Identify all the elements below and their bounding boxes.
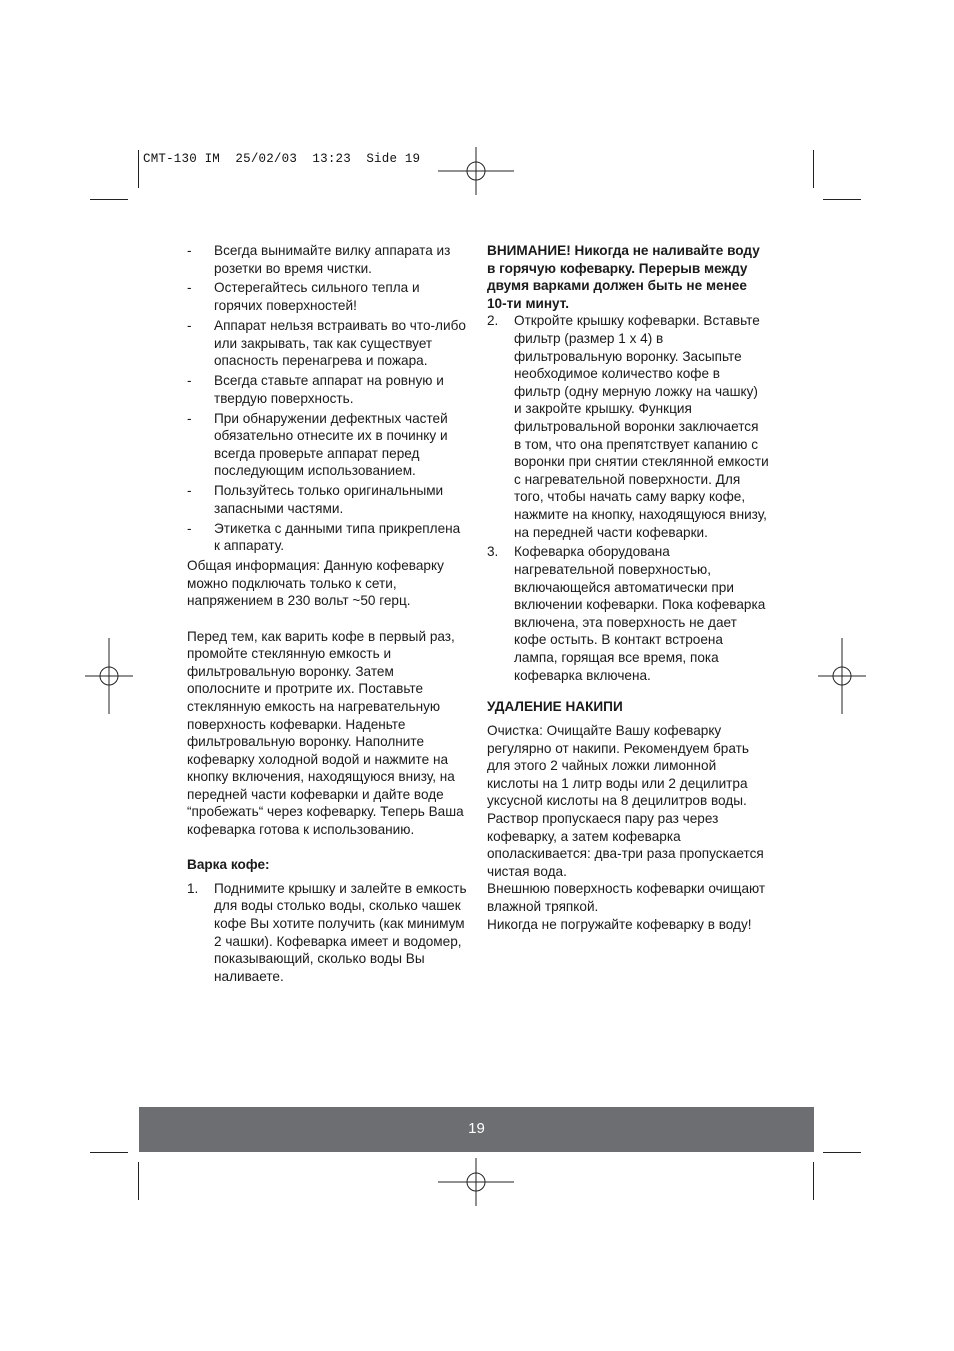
left-column <box>187 242 469 988</box>
list-item: - Аппарат нельзя встраивать во что-либо или закрывать, так как существует опасность перенагрева и пожара. <box>187 317 466 369</box>
right-column <box>487 242 769 933</box>
registration-mark-right <box>804 638 880 714</box>
descale-heading: УДАЛЕНИЕ НАКИПИ <box>487 699 623 715</box>
step-3: 3. Кофеварка оборудована нагревательной поверхностью, включающейся автоматически при включении кофеварки. Пока кофеварка включена, эта поверхность не дает кофе остыть. В контакт встроена лампа, горящая все время, пока кофеварка включена. <box>487 544 766 683</box>
footer-bar <box>139 1107 814 1152</box>
print-slug: CMT-130 IM 25/02/03 13:23 Side 19 <box>143 152 421 166</box>
crop-mark <box>823 1152 861 1153</box>
first-use-paragraph: Перед тем, как варить кофе в первый раз, промойте стеклянную емкость и фильтровальную воронку. Затем ополосните и протрите их. Поставьте стеклянную емкость на нагревательную поверхность кофеварки. Наденьте фильтровальную воронку. Наполните кофеварку холодной водой и нажмите на кнопку включения, находящуюся внизу, на передней части кофеварки и дайте воде “пробежать“ через кофеварку. Теперь Ваша кофеварка готова к использованию. <box>187 628 464 838</box>
list-item: - При обнаружении дефектных частей обязательно отнесите их в починку и всегда проверьте аппарат перед последующим использованием. <box>187 410 448 479</box>
list-item: - Всегда ставьте аппарат на ровную и твердую поверхность. <box>187 373 444 406</box>
brewing-heading: Варка кофе: <box>187 857 270 873</box>
crop-mark <box>90 199 128 200</box>
list-item: - Этикетка с данными типа прикреплена к аппарату. <box>187 520 461 554</box>
warning-paragraph: ВНИМАНИЕ! Никогда не наливайте воду в горячую кофеварку. Перерыв между двумя варками должен быть не менее 10-ти минут. <box>487 243 760 311</box>
list-item: - Остерегайтесь сильного тепла и горячих поверхностей! <box>187 280 420 314</box>
registration-mark-left <box>71 638 147 714</box>
list-item: - Пользуйтесь только оригинальными запасными частями. <box>187 483 444 516</box>
registration-mark-top <box>438 133 514 209</box>
crop-mark <box>138 1162 139 1200</box>
step-2: 2. Откройте крышку кофеварки. Вставьте фильтр (размер 1 х 4) в фильтровальную воронку. Засыпьте необходимое количество кофе в фильтр (одну мерную ложку на чашку) и закройте крышку. Функция фильтровальной воронки заключается в том, что она препятствует капанию с воронки при снятии стеклянной емкости с нагревательной поверхности. Для того, чтобы начать саму варку кофе, нажмите на кнопку, находящуюся внизу, на передней части кофеварки. <box>487 313 769 540</box>
list-item: - Всегда вынимайте вилку аппарата из розетки во время чистки. <box>187 243 451 276</box>
no-immerse-paragraph: Никогда не погружайте кофеварку в воду! <box>487 916 752 932</box>
crop-mark <box>813 1162 814 1200</box>
crop-mark <box>90 1152 128 1153</box>
crop-mark <box>138 150 139 188</box>
crop-mark <box>823 199 861 200</box>
safety-list <box>187 242 469 555</box>
cleaning-paragraph: Очистка: Очищайте Вашу кофеварку регулярно от накипи. Рекомендуем брать для этого 2 чайных ложки лимонной кислоты на 1 литр воды или 2 децилитра уксусной кислоты на 8 децилитров воды. Раствор пропускаеся пару раз через кофеварку, а затем кофеварка ополаскивается: два-три раза пропускается чистая вода. <box>487 723 764 879</box>
crop-mark <box>813 150 814 188</box>
general-info-paragraph: Общая информация: Данную кофеварку можно подключать только к сети, напряжением в 230 вольт ~50 герц. <box>187 558 444 609</box>
exterior-paragraph: Внешнюю поверхность кофеварки очищают влажной тряпкой. <box>487 881 766 914</box>
page-number: 19 <box>468 1120 485 1137</box>
step-1: 1. Поднимите крышку и залейте в емкость для воды столько воды, сколько чашек кофе Вы хотите получить (как минимум 2 чашки). Кофеварка имеет и водомер, показывающий, сколько воды Вы наливаете. <box>187 880 467 984</box>
registration-mark-bottom <box>438 1144 514 1220</box>
